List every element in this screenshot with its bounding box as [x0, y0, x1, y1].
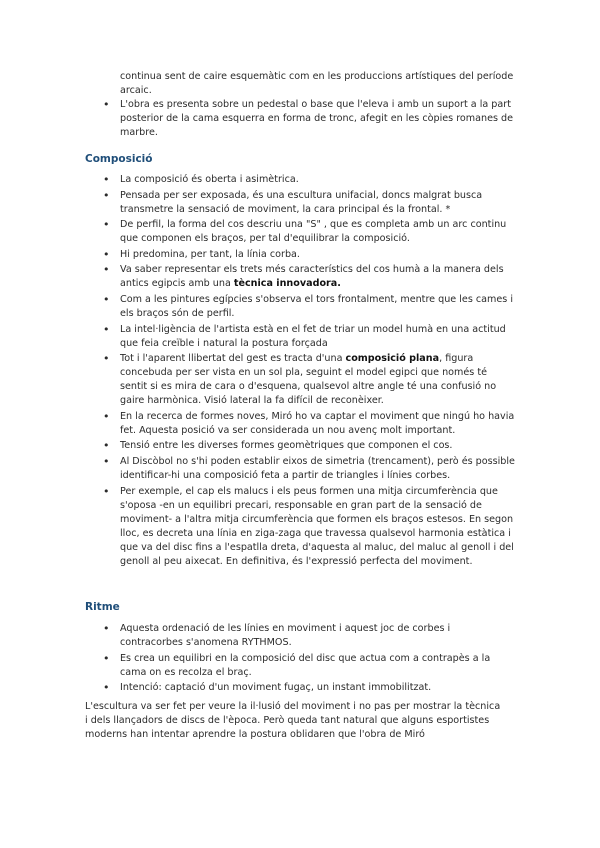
list-item: • Per exemple, el cap els malucs i els peus formen una mitja circumferència que s'oposa -en un equilibri precari, responsable en gran part de la sensació de moviment- a l'altra mitja circumferència que formen els braços estesos. En segon lloc, es decreta una línia en ziga-zaga que travessa qualsevol harmonia estàtica i que va del disc fins a l'espatlla dreta, d'aquesta al maluc, del maluc al genoll i del genoll al peu aixecat. En definitiva, és l'expressió perfecta del moviment.: [0, 485, 516, 569]
continued-text: continua sent de caire esquemàtic com en les produccions artístiques del període arcaic.: [120, 71, 514, 96]
emphasis-text: tècnica innovadora.: [233, 278, 341, 290]
list-item: • Com a les pintures egípcies s'observa el tors frontalment, mentre que les cames i els braços són de perfil.: [0, 293, 516, 321]
list-item: • Intenció: captació d'un moviment fugaç, un instant immobilitzat.: [0, 681, 516, 695]
intro-bullet-list: [0, 98, 600, 142]
list-item: • Hi predomina, per tant, la línia corba.: [0, 248, 516, 262]
composicio-bullet-list: [0, 173, 600, 570]
list-item: • Al Discòbol no s'hi poden establir eixos de simetria (trencament), però és possible identificar-hi una composició feta a partir de triangles i línies corbes.: [0, 455, 516, 483]
continued-bullet-text: [120, 70, 520, 98]
list-item: • Aquesta ordenació de les línies en moviment i aquest joc de corbes i contracorbes s'anomena RYTHMOS.: [0, 622, 516, 650]
list-item: • En la recerca de formes noves, Miró ho va captar el moviment que ningú ho havia fet. Aquesta posició va ser considerada un nou avenç molt important.: [0, 410, 516, 438]
emphasis-text: composició plana: [345, 353, 440, 365]
list-item: • Es crea un equilibri en la composició del disc que actua com a contrapès a la cama on es recolza el braç.: [0, 652, 516, 680]
ritme-bullet-list: [0, 622, 600, 697]
list-item: • Tensió entre les diverses formes geomètriques que componen el cos.: [0, 439, 516, 453]
closing-paragraph: L'escultura va ser fet per veure la il·lusió del moviment i no pas per mostrar la tècnica i dels llançadors de discs de l'època. Però queda tant natural que alguns esportistes moderns han intentar aprendre la postura oblidaren que l'obra de Miró: [85, 701, 501, 740]
list-item: • La intel·ligència de l'artista està en el fet de triar un model humà en una actitud que feia creïble i natural la postura forçada: [0, 323, 516, 351]
list-item: • La composició és oberta i asimètrica.: [0, 173, 516, 187]
list-item: • De perfil, la forma del cos descriu una "S" , que es completa amb un arc continu que componen els braços, per tal d'equilibrar la composició.: [0, 218, 516, 246]
list-item: • L'obra es presenta sobre un pedestal o base que l'eleva i amb un suport a la part posterior de la cama esquerra en forma de tronc, afegit en les còpies romanes de marbre.: [0, 98, 516, 140]
list-item: • Tot i l'aparent llibertat del gest es tracta d'una composició plana, figura concebuda per ser vista en un sol pla, seguint el model egipci que només té sentit si es mira de cara o d'esquena, qualsevol altre angle té una confusió no gaire harmònica. Visió lateral la fa difícil de reconèixer.: [0, 352, 516, 408]
list-item: • Va saber representar els trets més característics del cos humà a la manera dels antics egipcis amb una tècnica innovadora.: [0, 263, 516, 291]
section-heading-ritme: Ritme: [85, 601, 120, 613]
section-heading-composicio: Composició: [85, 153, 153, 165]
list-item: • Pensada per ser exposada, és una escultura unifacial, doncs malgrat busca transmetre la sensació de moviment, la cara principal és la frontal. *: [0, 189, 516, 217]
